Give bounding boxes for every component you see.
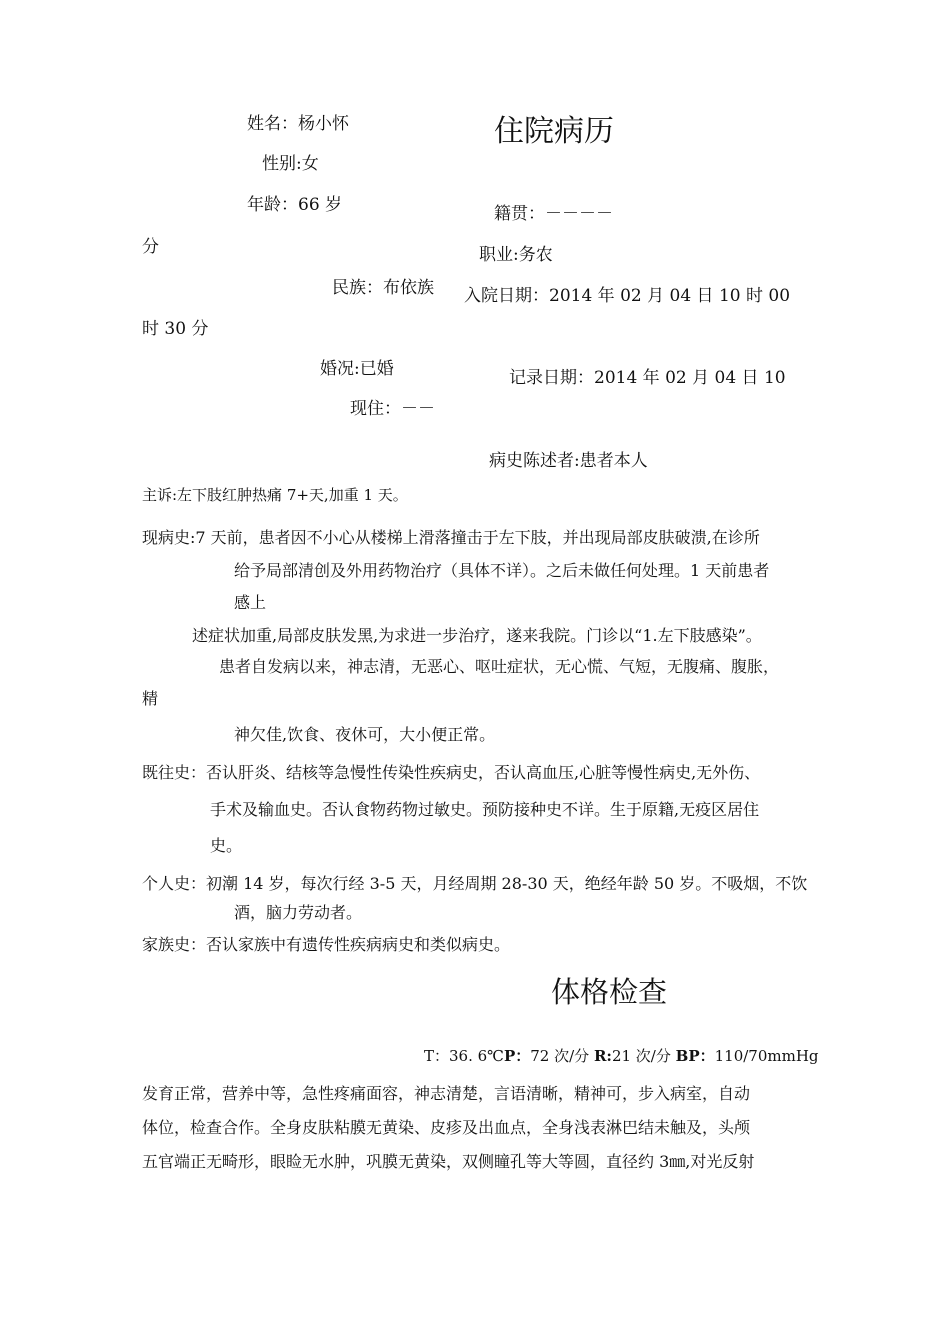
present-illness-line: 精 — [142, 689, 159, 708]
marital-status: 婚况:已婚 — [320, 359, 394, 379]
present-illness-line: 述症状加重,局部皮肤发黑,为求进一步治疗，遂来我院。门诊以“1.左下肢感染”。 — [192, 626, 762, 645]
respiration-label: R: — [593, 1047, 612, 1065]
temperature-label: T： — [424, 1047, 450, 1065]
page-title: 住院病历 — [494, 114, 614, 149]
personal-history-line: 个人史：初潮 14 岁，每次行经 3-5 天，月经周期 28-30 天，绝经年龄 50 岁。不吸烟，不饮 — [142, 874, 808, 893]
vital-signs — [424, 1045, 819, 1067]
present-illness-line: 神欠佳,饮食、夜休可，大小便正常。 — [234, 725, 496, 744]
blood-pressure-label: BP： — [675, 1047, 715, 1065]
past-history-line: 既往史：否认肝炎、结核等急慢性传染性疾病史，否认高血压,心脏等慢性病史,无外伤、 — [142, 763, 761, 782]
current-address: 现住：－－ — [350, 399, 435, 419]
admission-date: 入院日期：2014 年 02 月 04 日 10 时 00 — [464, 286, 791, 306]
history-informant: 病史陈述者:患者本人 — [489, 451, 648, 471]
pulse-label: P： — [503, 1047, 531, 1065]
patient-gender: 性别:女 — [262, 154, 319, 174]
admission-time-fragment: 时 30 分 — [142, 319, 209, 339]
pulse-value: 72 次/分 — [530, 1047, 594, 1065]
exam-line: 五官端正无畸形，眼睑无水肿，巩膜无黄染，双侧瞳孔等大等圆，直径约 3㎜,对光反射 — [142, 1152, 755, 1171]
patient-age: 年龄：66 岁 — [247, 195, 343, 215]
exam-line: 发育正常，营养中等，急性疼痛面容，神志清楚，言语清晰，精神可，步入病室，自动 — [142, 1084, 751, 1103]
respiration-value: 21 次/分 — [611, 1047, 676, 1065]
temperature-value: 36. 6℃ — [449, 1047, 504, 1065]
chief-complaint: 主诉:左下肢红肿热痛 7+天,加重 1 天。 — [142, 486, 408, 504]
past-history-line: 手术及输血史。否认食物药物过敏史。预防接种史不详。生于原籍,无疫区居住 — [210, 800, 760, 819]
present-illness-line: 给予局部清创及外用药物治疗（具体不详）。之后未做任何处理。1 天前患者 — [234, 561, 770, 580]
ethnicity: 民族：布依族 — [332, 278, 434, 298]
age-unit-fragment: 分 — [142, 237, 159, 257]
native-place: 籍贯：－－－－ — [494, 204, 613, 224]
family-history: 家族史：否认家族中有遗传性疾病病史和类似病史。 — [142, 935, 511, 954]
present-illness-line: 现病史:7 天前，患者因不小心从楼梯上滑落撞击于左下肢，并出现局部皮肤破溃,在诊所 — [142, 528, 760, 547]
personal-history-line: 酒，脑力劳动者。 — [234, 903, 363, 922]
exam-title: 体格检查 — [551, 975, 668, 1009]
present-illness-line: 感上 — [234, 593, 267, 612]
occupation: 职业:务农 — [479, 245, 553, 265]
record-date: 记录日期：2014 年 02 月 04 日 10 — [509, 368, 786, 388]
patient-name: 姓名：杨小怀 — [247, 114, 349, 134]
present-illness-line: 患者自发病以来，神志清，无恶心、呕吐症状，无心慌、气短，无腹痛、腹胀， — [219, 657, 780, 676]
past-history-line: 史。 — [210, 836, 243, 855]
exam-line: 体位，检查合作。全身皮肤粘膜无黄染、皮疹及出血点，全身浅表淋巴结未触及，头颅 — [142, 1118, 751, 1137]
blood-pressure-value: 110/70mmHg — [714, 1047, 819, 1065]
